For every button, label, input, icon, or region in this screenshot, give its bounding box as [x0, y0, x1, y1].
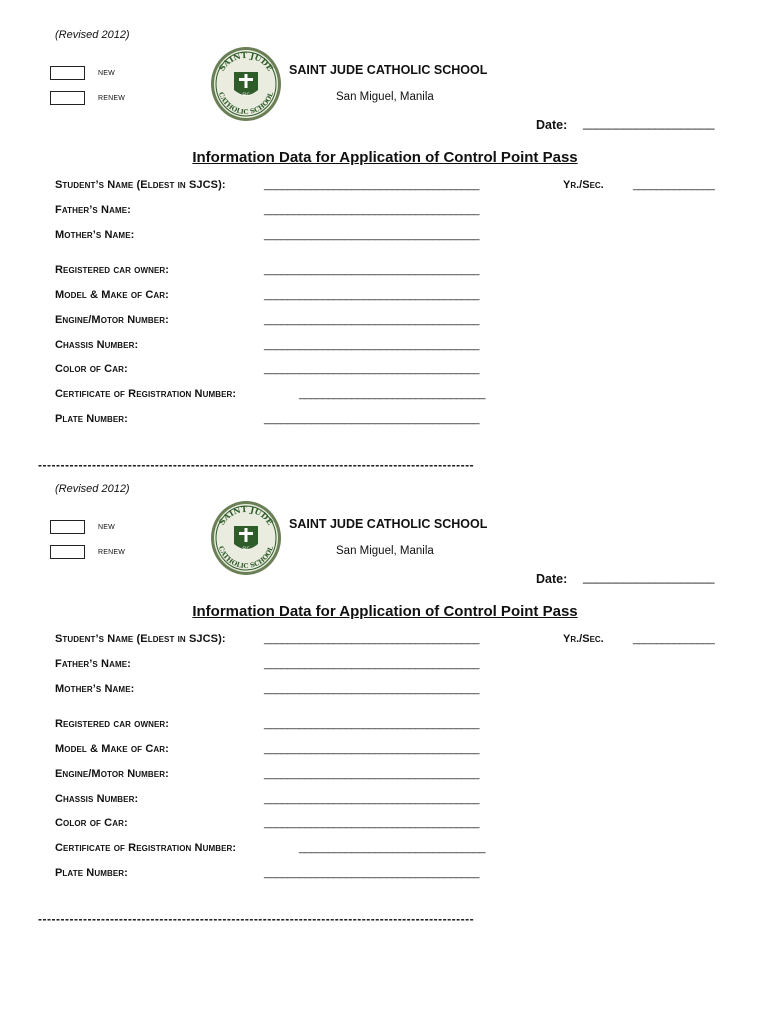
engine-number-field[interactable]: _____________________________________ [264, 768, 480, 780]
control-pass-form-1 [0, 0, 770, 472]
car-model-label: Model & Make of Car: [55, 743, 169, 755]
cut-line-separator: ------------------------------------------------------------------------------------------------- [38, 458, 475, 472]
renew-checkbox-label: RENEW [98, 549, 126, 556]
svg-text:CATHOLIC SCHOOL: CATHOLIC SCHOOL [216, 91, 276, 117]
date-label: Date: [536, 572, 568, 586]
chassis-number-label: Chassis Number: [55, 793, 139, 805]
svg-text:SJC: SJC [242, 93, 250, 98]
car-color-label: Color of Car: [55, 817, 128, 829]
svg-text:SJC: SJC [242, 547, 250, 552]
car-color-label: Color of Car: [55, 363, 128, 375]
control-pass-form-2 [0, 454, 770, 926]
yr-sec-field[interactable]: ______________ [633, 633, 715, 645]
student-name-label: Student’s Name (Eldest in SJCS): [55, 633, 226, 645]
father-name-field[interactable]: _____________________________________ [264, 204, 480, 216]
student-name-label: Student’s Name (Eldest in SJCS): [55, 179, 226, 191]
school-city: San Miguel, Manila [336, 545, 434, 557]
car-model-label: Model & Make of Car: [55, 289, 169, 301]
form-title: Information Data for Application of Control Point Pass [192, 603, 578, 620]
registration-number-label: Certificate of Registration Number: [55, 842, 237, 854]
father-name-field[interactable]: _____________________________________ [264, 658, 480, 670]
car-owner-label: Registered car owner: [55, 264, 170, 276]
chassis-number-field[interactable]: _____________________________________ [264, 793, 480, 805]
renew-checkbox-label: RENEW [98, 95, 126, 102]
new-checkbox-label: NEW [98, 70, 115, 77]
engine-number-label: Engine/Motor Number: [55, 314, 169, 326]
engine-number-field[interactable]: _____________________________________ [264, 314, 480, 326]
yr-sec-label: Yr./Sec. [563, 179, 604, 191]
car-owner-field[interactable]: _____________________________________ [264, 264, 480, 276]
car-owner-field[interactable]: _____________________________________ [264, 718, 480, 730]
school-name: SAINT JUDE CATHOLIC SCHOOL [289, 63, 488, 77]
svg-text:SAINT JUDE: SAINT JUDE [216, 503, 276, 527]
chassis-number-field[interactable]: _____________________________________ [264, 339, 480, 351]
date-field[interactable]: ____________________ [583, 116, 715, 130]
mother-name-field[interactable]: _____________________________________ [264, 229, 480, 241]
chassis-number-label: Chassis Number: [55, 339, 139, 351]
revised-note: (Revised 2012) [55, 29, 130, 41]
car-model-field[interactable]: _____________________________________ [264, 743, 480, 755]
renew-checkbox[interactable] [50, 545, 85, 559]
school-name: SAINT JUDE CATHOLIC SCHOOL [289, 517, 488, 531]
plate-number-label: Plate Number: [55, 867, 128, 879]
father-name-label: Father’s Name: [55, 658, 131, 670]
yr-sec-label: Yr./Sec. [563, 633, 604, 645]
plate-number-label: Plate Number: [55, 413, 128, 425]
renew-checkbox[interactable] [50, 91, 85, 105]
registration-number-field[interactable]: ________________________________ [299, 388, 486, 400]
father-name-label: Father’s Name: [55, 204, 131, 216]
form-title: Information Data for Application of Control Point Pass [192, 149, 578, 166]
new-checkbox[interactable] [50, 66, 85, 80]
date-label: Date: [536, 118, 568, 132]
car-model-field[interactable]: _____________________________________ [264, 289, 480, 301]
car-color-field[interactable]: _____________________________________ [264, 363, 480, 375]
mother-name-label: Mother’s Name: [55, 683, 135, 695]
student-name-field[interactable]: _____________________________________ [264, 633, 480, 645]
engine-number-label: Engine/Motor Number: [55, 768, 169, 780]
yr-sec-field[interactable]: ______________ [633, 179, 715, 191]
mother-name-label: Mother’s Name: [55, 229, 135, 241]
cut-line-separator: ------------------------------------------------------------------------------------------------- [38, 912, 475, 926]
registration-number-label: Certificate of Registration Number: [55, 388, 237, 400]
new-checkbox[interactable] [50, 520, 85, 534]
plate-number-field[interactable]: _____________________________________ [264, 867, 480, 879]
svg-text:SAINT JUDE: SAINT JUDE [216, 49, 276, 73]
car-color-field[interactable]: _____________________________________ [264, 817, 480, 829]
plate-number-field[interactable]: _____________________________________ [264, 413, 480, 425]
svg-text:CATHOLIC SCHOOL: CATHOLIC SCHOOL [216, 545, 276, 571]
school-seal-logo [210, 500, 282, 576]
school-city: San Miguel, Manila [336, 91, 434, 103]
mother-name-field[interactable]: _____________________________________ [264, 683, 480, 695]
car-owner-label: Registered car owner: [55, 718, 170, 730]
date-field[interactable]: ____________________ [583, 570, 715, 584]
school-seal-logo [210, 46, 282, 122]
revised-note: (Revised 2012) [55, 483, 130, 495]
new-checkbox-label: NEW [98, 524, 115, 531]
registration-number-field[interactable]: ________________________________ [299, 842, 486, 854]
student-name-field[interactable]: _____________________________________ [264, 179, 480, 191]
